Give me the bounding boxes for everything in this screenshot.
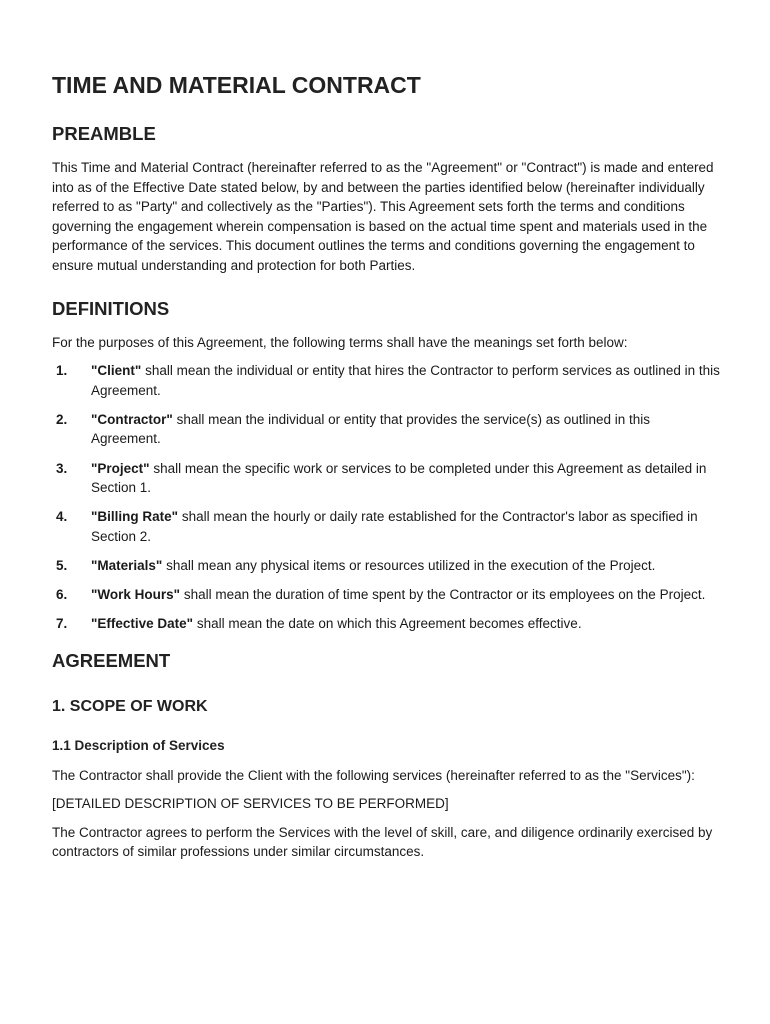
definition-text: shall mean the individual or entity that provides the service(s) as outlined in this Agreement. [91, 411, 651, 447]
definition-text: shall mean any physical items or resources utilized in the execution of the Project. [162, 557, 656, 573]
preamble-heading: PREAMBLE [52, 123, 156, 144]
definition-text: shall mean the specific work or services to be completed under this Agreement as detailed in Section 1. [91, 460, 707, 496]
description-of-services-heading: 1.1 Description of Services [52, 737, 225, 753]
definition-term: "Billing Rate" [91, 509, 179, 525]
services-standard: The Contractor agrees to perform the Services with the level of skill, care, and diligence ordinarily exercised by contractors of similar professions under similar circumstances. [52, 824, 713, 860]
definition-text: shall mean the date on which this Agreement becomes effective. [193, 616, 582, 632]
definition-term: "Effective Date" [91, 616, 194, 632]
document-title: TIME AND MATERIAL CONTRACT [52, 72, 421, 98]
definition-term: "Work Hours" [91, 587, 181, 602]
services-intro: The Contractor shall provide the Client with the following services (hereinafter referred to as the "Services"): [52, 767, 695, 783]
scope-of-work-heading: 1. SCOPE OF WORK [52, 697, 208, 715]
definition-number: 6. [56, 587, 68, 602]
definition-item [52, 614, 722, 634]
definition-term: "Materials" [91, 557, 163, 573]
definitions-heading: DEFINITIONS [52, 297, 170, 319]
definition-text: shall mean the individual or entity that hires the Contractor to perform services as outlined in this Agreement. [91, 363, 720, 398]
definition-term: "Client" [91, 363, 142, 379]
definition-item [52, 459, 722, 498]
document-page [52, 70, 722, 862]
definition-number: 4. [56, 509, 68, 525]
definition-item [52, 361, 722, 400]
definition-item [52, 410, 722, 449]
definition-item [52, 556, 722, 576]
definitions-list [52, 361, 722, 634]
agreement-heading: AGREEMENT [52, 649, 171, 671]
definition-term: "Project" [91, 460, 150, 476]
definition-number: 2. [56, 411, 68, 427]
definition-item [52, 507, 722, 546]
definitions-intro: For the purposes of this Agreement, the following terms shall have the meanings set forth below: [52, 334, 628, 350]
definition-text: shall mean the hourly or daily rate established for the Contractor's labor as specified in Section 2. [91, 509, 698, 544]
preamble-text: This Time and Material Contract (hereinafter referred to as the "Agreement" or "Contract") is made and entered into as of the Effective Date stated below, by and between the parties identified below (hereinafter individually referred to as "Party" and collectively as the "Parties"). This Agreement sets forth the terms and conditions governing the engagement wherein compensation is based on the actual time spent and materials used in the performance of the services. This document outlines the terms and conditions governing the engagement to ensure mutual understanding and protection for both Parties. [52, 160, 714, 273]
definition-number: 1. [56, 363, 68, 379]
definition-number: 7. [56, 616, 68, 632]
definition-number: 3. [56, 460, 68, 476]
definition-term: "Contractor" [91, 411, 173, 427]
definition-item [52, 585, 722, 605]
definition-number: 5. [56, 557, 68, 573]
definition-text: shall mean the duration of time spent by the Contractor or its employees on the Project. [180, 587, 706, 602]
services-placeholder: [DETAILED DESCRIPTION OF SERVICES TO BE PERFORMED] [52, 796, 449, 812]
